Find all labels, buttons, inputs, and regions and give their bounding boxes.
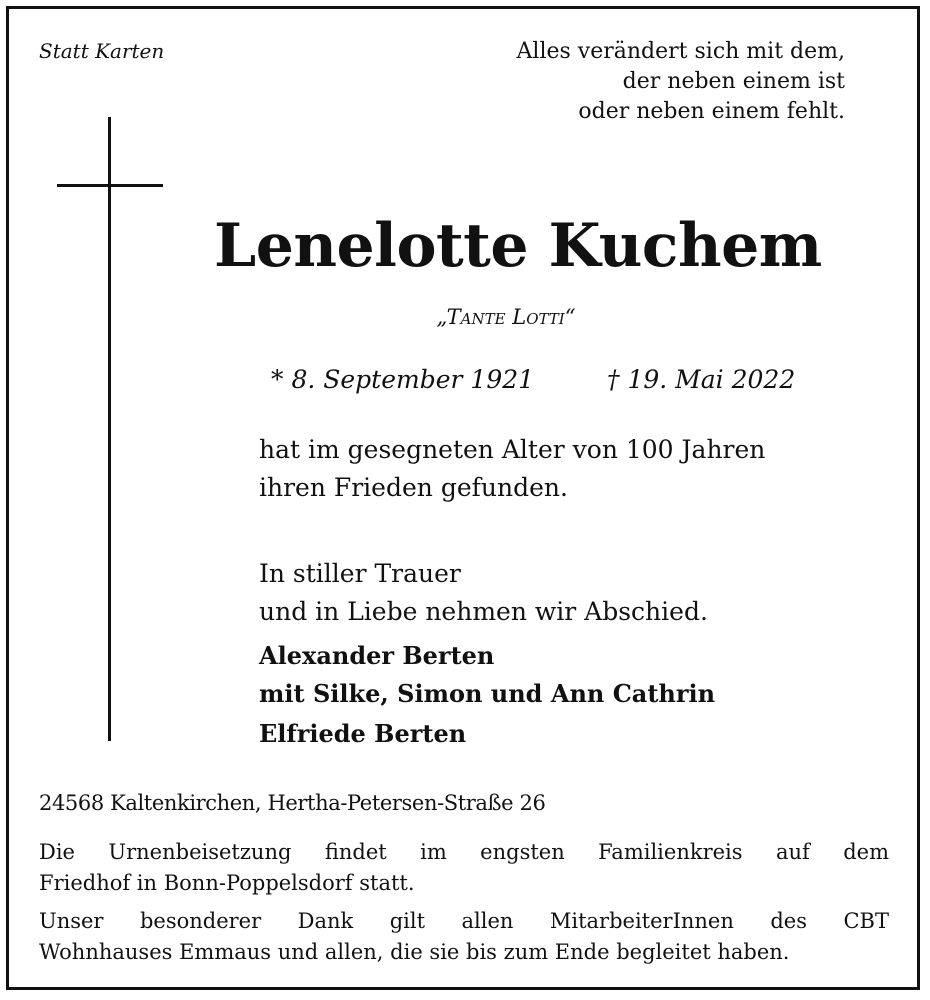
mourning-line: und in Liebe nehmen wir Abschied. (259, 597, 708, 626)
thanks-line: Wohnhauses Emmaus und allen, die sie bis zum Ende begleitet haben. (39, 940, 790, 964)
statt-karten-label: Statt Karten (39, 39, 165, 63)
family-member: mit Silke, Simon und Ann Cathrin (259, 679, 716, 708)
family-group-1 (259, 637, 715, 713)
burial-line: Friedhof in Bonn-Poppelsdorf statt. (39, 871, 415, 895)
burial-line: Die Urnenbeisetzung findet im engsten Familienkreis auf dem (39, 840, 889, 864)
deceased-nickname (9, 305, 923, 329)
mourning-line: In stiller Trauer (259, 559, 461, 588)
death-notice (6, 6, 920, 990)
deceased-name: Lenelotte Kuchem (214, 211, 822, 281)
cross-icon-horizontal (57, 184, 163, 187)
thanks-line: Unser besonderer Dank gilt allen MitarbeiterInnen des CBT (39, 909, 889, 933)
burial-info (39, 837, 889, 899)
mourning-text (259, 555, 708, 631)
address: 24568 Kaltenkirchen, Hertha-Petersen-Straße 26 (39, 791, 546, 815)
quote (425, 37, 845, 127)
death-date: † 19. Mai 2022 (607, 365, 796, 394)
announcement-line: ihren Frieden gefunden. (259, 473, 568, 502)
cross-icon-vertical (108, 117, 111, 741)
quote-line: oder neben einem fehlt. (578, 99, 845, 124)
family-member: Alexander Berten (259, 641, 495, 670)
thanks-text (39, 906, 889, 968)
announcement-text (259, 431, 765, 507)
announcement-line: hat im gesegneten Alter von 100 Jahren (259, 435, 766, 464)
nickname-text: „Tante Lotti“ (436, 305, 576, 329)
quote-line: der neben einem ist (622, 69, 845, 94)
birth-date: * 8. September 1921 (271, 365, 535, 394)
quote-line: Alles verändert sich mit dem, (516, 39, 845, 64)
family-group-2: Elfriede Berten (259, 719, 467, 748)
